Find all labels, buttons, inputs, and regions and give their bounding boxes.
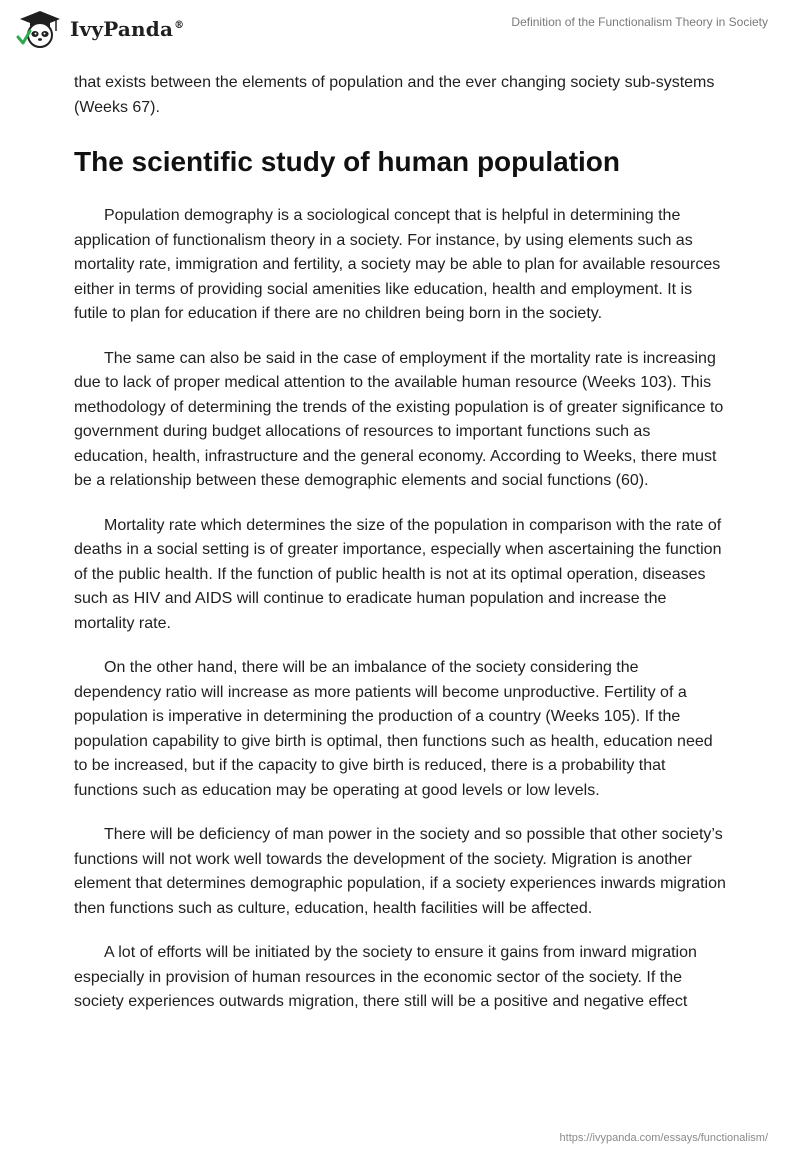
essay-content — [74, 71, 726, 1035]
footer-url-link[interactable]: https://ivypanda.com/essays/functionalism/ — [559, 1132, 768, 1144]
paragraph-2: The same can also be said in the case of employment if the mortality rate is increasing due to lack of proper medical attention to the available human resource (Weeks 103). This methodology of determining the trends of the existing population is of greater significance to government during budget allocations of resources to important functions such as education, health, infrastructure and the general economy. According to Weeks, there must be a relationship between these demographic elements and social functions (60). — [74, 349, 724, 489]
document-title: Definition of the Functionalism Theory in Society — [511, 15, 768, 29]
logo-text: IvyPanda® — [70, 17, 185, 41]
paragraph-4: On the other hand, there will be an imbalance of the society considering the dependency ratio will increase as more patients will become unproductive. Fertility of a population is imperative in determining the production of a country (Weeks 105). If the population capability to give birth is optimal, then functions such as health, education need to be increased, but if the capacity to give birth is reduced, there is a probability that functions such as education may be operating at good levels or low levels. — [74, 659, 713, 799]
logo[interactable] — [16, 9, 184, 49]
section-heading: The scientific study of human population — [74, 146, 621, 177]
paragraph-3: Mortality rate which determines the size of the population in comparison with the rate of deaths in a social setting is of greater importance, especially when ascertaining the function of the public health. If the function of public health is not at its optimal operation, diseases such as HIV and AIDS will continue to eradicate human population and increase the mortality rate. — [74, 516, 722, 632]
panda-logo-icon — [16, 9, 64, 49]
paragraph-5: There will be deficiency of man power in the society and so possible that other society’s functions will not work well towards the development of the society. Migration is another element that determines demographic population, if a society experiences inwards migration then functions such as culture, education, health facilities will be affected. — [74, 826, 726, 917]
paragraph-6: A lot of efforts will be initiated by the society to ensure it gains from inward migration especially in provision of human resources in the economic sector of the society. If the society experiences outwards migration, there still will be a positive and negative effect — [74, 944, 697, 1010]
page-header — [0, 0, 800, 70]
intro-paragraph: that exists between the elements of population and the ever changing society sub-systems (Weeks 67). — [74, 74, 715, 116]
paragraph-1: Population demography is a sociological concept that is helpful in determining the application of functionalism theory in a society. For instance, by using elements such as mortality rate, immigration and fertility, a society may be able to plan for available resources either in terms of providing social amenities like education, health and employment. It is futile to plan for education if there are no children being born in the society. — [74, 207, 721, 322]
